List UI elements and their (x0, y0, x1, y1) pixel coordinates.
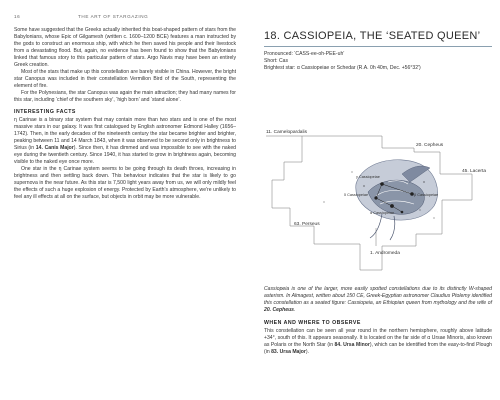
boundary-south (314, 226, 416, 270)
when-where-text (264, 328, 492, 356)
star-gamma (380, 182, 384, 186)
boundary-west (266, 136, 314, 226)
star-faint-6 (324, 202, 325, 203)
caption-text: Cassiopeia is one of the larger, more easily spotted constellations due to its distinctly W-shaped asterism. In Almagest, written about 150 CE, Greek-Egyptian astronomer Claudius Ptolemy identified this constellation as a seated figure: Cassiopeia, an Ethiopian queen from mythology and the wife of (264, 286, 492, 307)
star-faint-1 (363, 185, 364, 186)
paragraph-babylonians: Some have suggested that the Greeks actually inherited this boat-shaped pattern of stars from the Babylonians, whose Epic of Gilgamesh (written c. 1600–1200 BCE) features a man instructed by the gods to construct an enormous ship, with which he then saved his people and their livestock from a devastating flood. But, again, no evidence has been found to show that the Babylonians linked that famous story to this particular pattern of stars. Argo Navis may have been an entirely Greek creation. (14, 27, 236, 69)
fact-text-b: ). Since then, it has dimmed and was impossible to see with the naked eye during the twentieth century. Since 1940, it has started to grow in brightness again, becoming visible to the naked eye once more. (14, 144, 236, 165)
boundary-north (302, 136, 414, 148)
label-lacerta: 45. Lacerta (462, 169, 487, 174)
paragraph-polynesians: For the Polynesians, the star Canopus was again the main attraction; they had many names for this star, including ‘chief of the southern sky’, ‘high born’ and ‘stand alone’. (14, 90, 236, 104)
star-faint-5 (434, 218, 435, 219)
paragraph-supernova: One star in the η Carinae system seems to be going through its death throes, increasing in brightness and then settling back down. This behaviour indicates that the star is likely to go supernova in the near future. As this star is 7,500 light years away from us, we will only mildly feel the effects of such a huge explosion of energy. Protected by Earth's atmosphere, we're unlikely to feel any ill effects at all on the surface, but objects in orbit may be more vulnerable. (14, 165, 236, 201)
page-number: 16 (14, 14, 21, 19)
star-faint-3 (420, 210, 421, 211)
ursa-minor-ref: 84. Ursa Minor (334, 342, 370, 349)
cassiopeia-star-chart (264, 122, 492, 280)
brightest-star-line: Brightest star: α Cassiopeiae or Schedar (R.A. 0h 40m, Dec. +56°32′) (264, 65, 421, 72)
ursa-major-ref: 83. Ursa Major (271, 349, 306, 356)
short-line: Short: Cas (264, 58, 289, 65)
when-text-b: ), which can be identified from the easy-to-find Plough (in (264, 342, 492, 356)
page-header (14, 14, 486, 24)
label-camelopardalis: 11. Camelopardalis (266, 130, 307, 135)
constellation-title: 18. CASSIOPEIA, THE ‘SEATED QUEEN’ (264, 30, 492, 47)
star-delta (374, 196, 377, 199)
label-alpha: α Cassiopeiae (370, 211, 395, 215)
label-beta: β Cassiopeiae (414, 193, 439, 197)
right-column (264, 30, 492, 73)
paragraph-china: Most of the stars that make up this constellation are barely visible in China. However, the bright star Canopus was included in their constellation Vermilion Bird of the South, representing the element of fire. (14, 69, 236, 90)
left-column (14, 27, 236, 201)
star-chart-svg (264, 122, 492, 280)
canis-major-ref: 14. Canis Major (35, 144, 74, 151)
chart-caption (264, 286, 492, 314)
pronounced-line: Pronounced: ‘CASS-ee-oh-PEE-uh’ (264, 51, 345, 57)
paragraph-eta-carinae (14, 117, 236, 166)
queen-figure (356, 160, 438, 240)
running-title: THE ART OF STARGAZING (78, 14, 149, 19)
star-epsilon (401, 211, 404, 214)
star-faint-2 (423, 181, 424, 182)
when-text-c: ). (305, 349, 310, 356)
fact-text-a: η Carinae is a binary star system that may contain more than two stars and is one of the most massive stars in our galaxy. It was first catalogued by English astronomer Edmond Halley (1656–1742). Then, in the early decades of the nineteenth century the star became brighter and brighter, peaking between 11 and 14 March 1843, when it was observed to be second only in brightness to Sirius (in (14, 116, 236, 151)
label-perseus: 63. Perseus (294, 222, 320, 227)
constellation-info (264, 51, 492, 73)
label-gamma: γ Cassiopeiae (356, 175, 380, 179)
cepheus-ref: 20. Cepheus (264, 307, 295, 314)
star-alpha (390, 204, 394, 208)
caption-end: . (294, 307, 296, 314)
interesting-facts-heading: INTERESTING FACTS (14, 108, 76, 115)
label-andromeda: 1. Andromeda (370, 251, 400, 256)
label-delta: δ Cassiopeiae (344, 193, 369, 197)
star-faint-4 (352, 172, 353, 173)
label-cepheus: 20. Cepheus (416, 143, 444, 148)
when-where-heading: WHEN AND WHERE TO OBSERVE (264, 320, 361, 326)
when-text-a: This constellation can be seen all year round in the northern hemisphere, roughly above latitude +34°, south of this. It appears seasonally. It is located on the far side of α Ursae Minoris, also known as Polaris or the North Star (in (264, 328, 492, 349)
